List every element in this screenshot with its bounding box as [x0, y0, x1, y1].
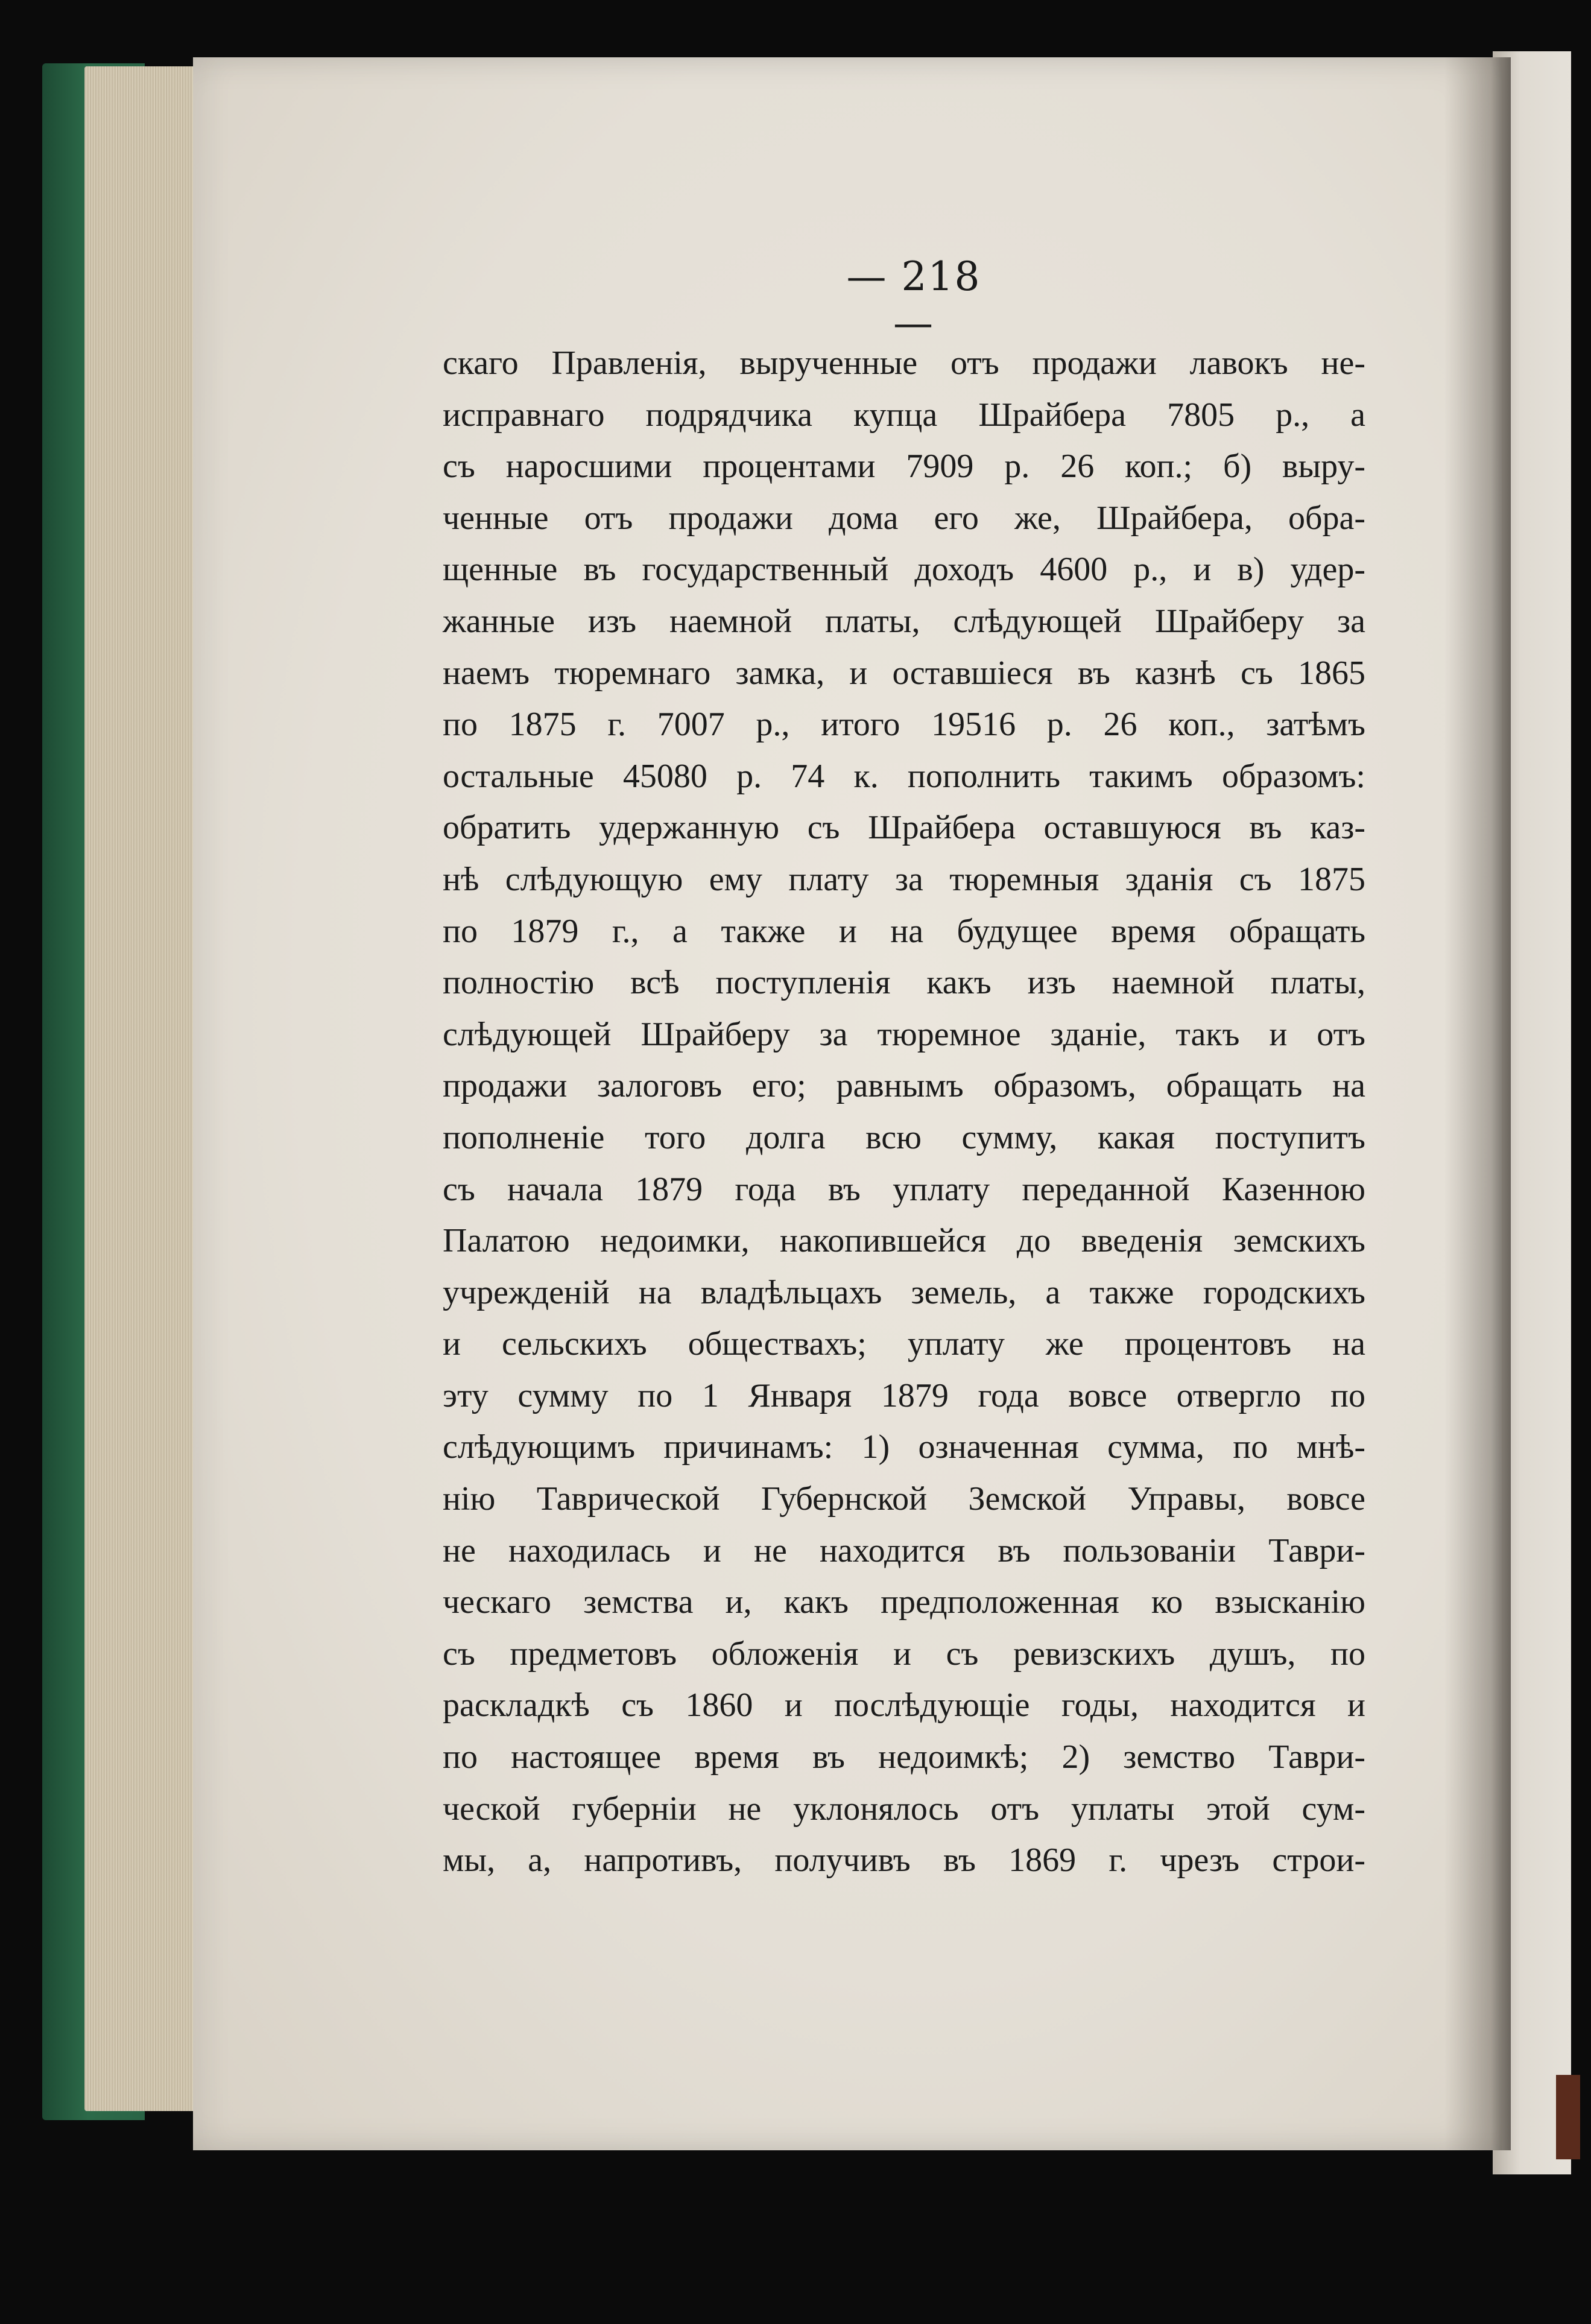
page-number: — 218 —: [846, 253, 981, 346]
text-line: по 1875 г. 7007 р., итого 19516 р. 26 коп., затѣмъ: [443, 706, 1365, 744]
text-line: Палатою недоимки, накопившейся до введенія земскихъ: [443, 1222, 1365, 1260]
text-line: щенные въ государственный доходъ 4600 р., и в) удер-: [443, 551, 1365, 589]
page-edges: [84, 66, 211, 2111]
text-line: по 1879 г., а также и на будущее время обращать: [443, 912, 1365, 950]
text-line: пополненіе того долга всю сумму, какая поступитъ: [443, 1118, 1365, 1156]
text-line: съ начала 1879 года въ уплату переданной Казенною: [443, 1170, 1365, 1208]
text-line: и сельскихъ обществахъ; уплату же процентовъ на: [443, 1325, 1365, 1363]
text-line: нѣ слѣдующую ему плату за тюремныя зданія съ 1875: [443, 860, 1365, 898]
text-line: полностію всѣ поступленія какъ изъ наемной платы,: [443, 964, 1365, 1002]
text-line: съ предметовъ обложенія и съ ревизскихъ душъ, по: [443, 1635, 1365, 1673]
page-gutter-shadow: [1444, 57, 1511, 2150]
text-line: нію Таврической Губернской Земской Управы, вовсе: [443, 1480, 1365, 1518]
text-line: не находилась и не находится въ пользованіи Таври-: [443, 1531, 1365, 1569]
text-line: наемъ тюремнаго замка, и оставшіеся въ казнѣ съ 1865: [443, 654, 1365, 692]
facing-cover-edge: [1556, 2075, 1580, 2159]
text-line: обратить удержанную съ Шрайбера оставшуюся въ каз-: [443, 809, 1365, 847]
text-line: ческой губерніи не уклонялось отъ уплаты этой сум-: [443, 1790, 1365, 1828]
text-line: продажи залоговъ его; равнымъ образомъ, обращать на: [443, 1067, 1365, 1105]
text-line: скаго Правленія, вырученные отъ продажи лавокъ не-: [443, 344, 1365, 382]
text-line: слѣдующей Шрайберу за тюремное зданіе, такъ и отъ: [443, 1015, 1365, 1053]
text-line: исправнаго подрядчика купца Шрайбера 7805 р., а: [443, 396, 1365, 434]
text-line: слѣдующимъ причинамъ: 1) означенная сумма, по мнѣ-: [443, 1428, 1365, 1466]
text-line: ческаго земства и, какъ предположенная ко взысканію: [443, 1583, 1365, 1621]
text-line: жанные изъ наемной платы, слѣдующей Шрайберу за: [443, 602, 1365, 640]
text-line: ченные отъ продажи дома его же, Шрайбера, обра-: [443, 499, 1365, 537]
text-line: учрежденій на владѣльцахъ земель, а также городскихъ: [443, 1273, 1365, 1311]
page-body-text: [443, 338, 1365, 1887]
text-line: съ наросшими процентами 7909 р. 26 коп.; б) выру-: [443, 448, 1365, 486]
text-line: раскладкѣ съ 1860 и послѣдующіе годы, находится и: [443, 1686, 1365, 1724]
text-line: мы, а, напротивъ, получивъ въ 1869 г. чрезъ строи-: [443, 1841, 1365, 1879]
text-line: остальные 45080 р. 74 к. пополнить такимъ образомъ:: [443, 757, 1365, 795]
text-line: по настоящее время въ недоимкѣ; 2) земство Таври-: [443, 1738, 1365, 1776]
text-line: эту сумму по 1 Января 1879 года вовсе отвергло по: [443, 1376, 1365, 1414]
